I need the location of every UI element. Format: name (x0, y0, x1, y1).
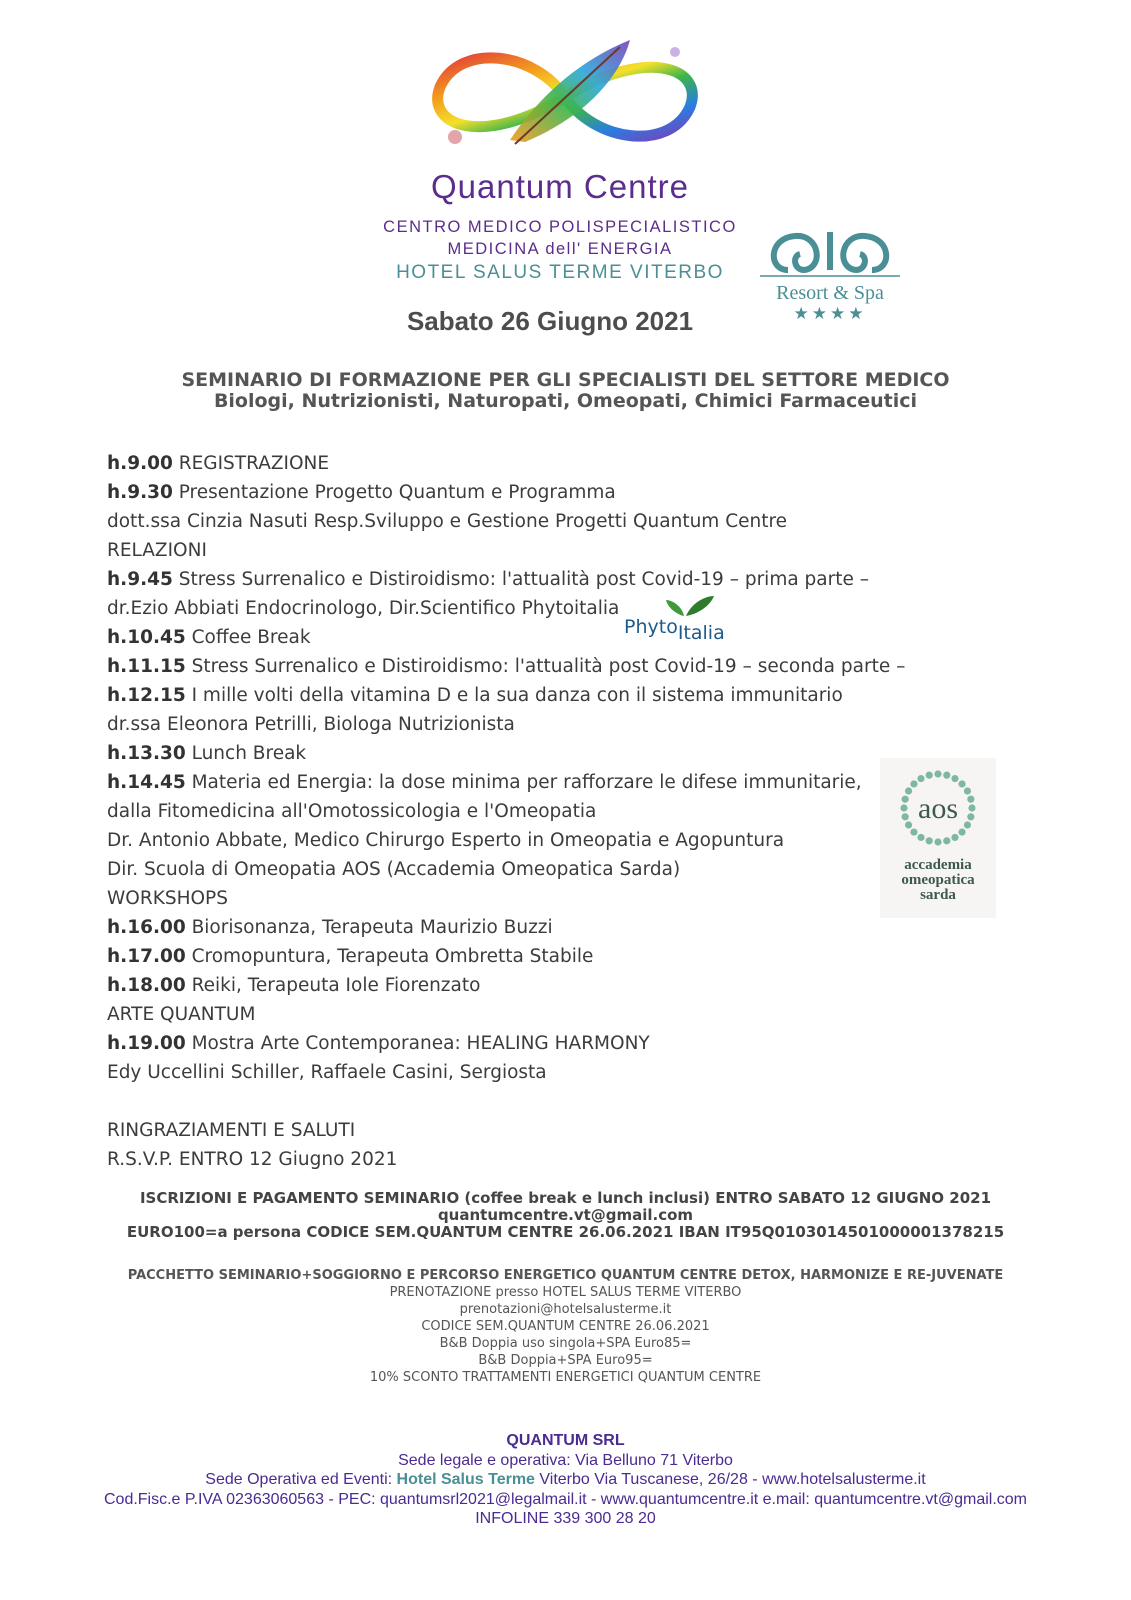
footer-eventi-address[interactable]: Viterbo Via Tuscanese, 26/28 - www.hotelsalusterme.it (534, 1471, 926, 1488)
aos-dot (900, 804, 907, 811)
program-text: dr.Ezio Abbiati Endocrinologo, Dir.Scientifico Phytoitalia (107, 598, 620, 619)
program-text: Coffee Break (185, 627, 311, 648)
program-text: Edy Uccellini Schiller, Raffaele Casini, Sergiosta (107, 1062, 547, 1083)
aos-dot (967, 796, 974, 803)
program-line (107, 681, 907, 710)
program-list (107, 449, 907, 1174)
aos-dot (905, 787, 912, 794)
aos-dot (917, 834, 924, 841)
program-text: Dr. Antonio Abbate, Medico Chirurgo Esperto in Omeopatia e Agopuntura (107, 830, 785, 851)
aos-dot (964, 821, 971, 828)
aos-dot (943, 837, 950, 844)
pacchetto-codice: CODICE SEM.QUANTUM CENTRE 26.06.2021 (421, 1319, 710, 1334)
footer-sede-eventi (0, 1471, 1131, 1489)
program-text: Stress Surrenalico e Distiroidismo: l'attualità post Covid-19 – seconda parte – (185, 656, 906, 677)
program-text: RELAZIONI (107, 540, 207, 561)
program-line (107, 1058, 907, 1087)
aos-dot (951, 834, 958, 841)
resort-spa-label: Resort & Spa (776, 282, 884, 304)
phytoitalia-wordmark (624, 616, 725, 644)
program-line (107, 739, 907, 768)
aos-dot (964, 787, 971, 794)
program-time: h.16.00 (107, 917, 186, 938)
resort-stars: ★★★★ (793, 304, 867, 324)
program-time: h.10.45 (107, 627, 186, 648)
aos-dot (958, 828, 965, 835)
program-line (107, 884, 907, 913)
subtitle-medicina: MEDICINA dell' ENERGIA (447, 240, 673, 258)
aos-dot (967, 813, 974, 820)
footer-company: QUANTUM SRL (506, 1432, 625, 1449)
program-line (107, 1116, 907, 1145)
italia-word: Italia (677, 622, 725, 644)
iscrizioni-payment: EURO100=a persona CODICE SEM.QUANTUM CENTRE 26.06.2021 IBAN IT95Q0103014501000001378215 (126, 1223, 1005, 1241)
pacchetto-sconto: 10% SCONTO TRATTAMENTI ENERGETICI QUANTUM CENTRE (369, 1370, 762, 1385)
aos-dot (902, 813, 909, 820)
pacchetto-prenotazione: PRENOTAZIONE presso HOTEL SALUS TERME VITERBO (389, 1285, 742, 1300)
program-time: h.13.30 (107, 743, 186, 764)
program-time: h.9.00 (107, 453, 173, 474)
program-time: h.9.45 (107, 569, 173, 590)
program-line (107, 652, 907, 681)
program-line (107, 1000, 907, 1029)
program-time: h.9.30 (107, 482, 173, 503)
program-line (107, 623, 907, 652)
footer-eventi-label: Sede Operativa ed Eventi: (205, 1471, 397, 1488)
program-text: dalla Fitomedicina all'Omotossicologia e l'Omeopatia (107, 801, 597, 822)
aos-dot (958, 780, 965, 787)
program-text: R.S.V.P. ENTRO 12 Giugno 2021 (107, 1149, 398, 1170)
event-date: Sabato 26 Giugno 2021 (406, 306, 694, 336)
program-line (107, 1029, 907, 1058)
program-text: I mille volti della vitamina D e la sua danza con il sistema immunitario (185, 685, 843, 706)
pacchetto-title: PACCHETTO SEMINARIO+SOGGIORNO E PERCORSO ENERGETICO QUANTUM CENTRE DETOX, HARMONIZE E RE-JUVENATE (127, 1268, 1004, 1283)
program-text: Cromopuntura, Terapeuta Ombretta Stabile (185, 946, 594, 967)
aos-dot (968, 804, 975, 811)
program-time: h.17.00 (107, 946, 186, 967)
program-text: Mostra Arte Contemporanea: HEALING HARMONY (185, 1033, 650, 1054)
footer-fiscale[interactable]: Cod.Fisc.e P.IVA 02363060563 - PEC: quantumsrl2021@legalmail.it - www.quantumcentre.it e.mail: quantumcentre.vt@gmail.com (103, 1491, 1027, 1508)
program-time: h.14.45 (107, 772, 186, 793)
aos-dot (917, 775, 924, 782)
program-line (107, 971, 907, 1000)
footer-hotel-name: Hotel Salus Terme (396, 1471, 535, 1488)
footer-sede-legale: Sede legale e operativa: Via Belluno 71 Viterbo (398, 1452, 733, 1469)
aos-line-3: sarda (920, 887, 956, 903)
program-line (107, 1145, 907, 1174)
aos-dot (934, 770, 941, 777)
program-text: dr.ssa Eleonora Petrilli, Biologa Nutrizionista (107, 714, 515, 735)
aos-dot (943, 772, 950, 779)
program-line (107, 478, 907, 507)
program-text: dott.ssa Cinzia Nasuti Resp.Sviluppo e Gestione Progetti Quantum Centre (107, 511, 788, 532)
seminar-audience: Biologi, Nutrizionisti, Naturopati, Omeopati, Chimici Farmaceutici (213, 390, 918, 412)
program-text: WORKSHOPS (107, 888, 228, 909)
program-line (107, 942, 907, 971)
program-text: Materia ed Energia: la dose minima per rafforzare le difese immunitarie, (185, 772, 862, 793)
program-text: Reiki, Terapeuta Iole Fiorenzato (185, 975, 481, 996)
program-line (107, 913, 907, 942)
program-time: h.11.15 (107, 656, 186, 677)
program-text: REGISTRAZIONE (172, 453, 330, 474)
program-text: Presentazione Progetto Quantum e Programma (172, 482, 616, 503)
iscrizioni-email[interactable]: quantumcentre.vt@gmail.com (437, 1206, 694, 1224)
program-text: Stress Surrenalico e Distiroidismo: l'attualità post Covid-19 – prima parte – (172, 569, 870, 590)
program-line (107, 507, 907, 536)
program-line (107, 855, 907, 884)
pacchetto-singola: B&B Doppia uso singola+SPA Euro85= (439, 1336, 692, 1351)
program-line (107, 1087, 907, 1116)
program-line (107, 449, 907, 478)
aos-dot (910, 828, 917, 835)
program-text: Lunch Break (185, 743, 307, 764)
aos-dot (910, 780, 917, 787)
program-time: h.18.00 (107, 975, 186, 996)
iscrizioni-title: ISCRIZIONI E PAGAMENTO SEMINARIO (coffee break e lunch inclusi) ENTRO SABATO 12 GIUGNO 2021 (139, 1189, 992, 1207)
program-text: Biorisonanza, Terapeuta Maurizio Buzzi (185, 917, 553, 938)
pacchetto-email[interactable]: prenotazioni@hotelsalusterme.it (459, 1302, 672, 1317)
program-line (107, 826, 907, 855)
aos-dot (951, 775, 958, 782)
phyto-word: Phyto (624, 616, 678, 638)
aos-dot (926, 772, 933, 779)
program-text: ARTE QUANTUM (107, 1004, 256, 1025)
program-time: h.19.00 (107, 1033, 186, 1054)
brand-name: Quantum Centre (431, 168, 689, 205)
aos-dot (902, 796, 909, 803)
program-line (107, 565, 907, 594)
program-line (107, 797, 907, 826)
program-text: RINGRAZIAMENTI E SALUTI (107, 1120, 356, 1141)
aos-dot (905, 821, 912, 828)
seminar-title: SEMINARIO DI FORMAZIONE PER GLI SPECIALISTI DEL SETTORE MEDICO (181, 369, 950, 391)
program-line (107, 710, 907, 739)
aos-line-1: accademia (904, 857, 972, 873)
aos-ring-icon (880, 758, 996, 858)
program-line (107, 594, 907, 623)
program-time: h.12.15 (107, 685, 186, 706)
aos-dot (934, 838, 941, 845)
subtitle-centro: CENTRO MEDICO POLISPECIALISTICO (383, 218, 737, 236)
aos-line-2: omeopatica (901, 872, 975, 888)
footer-infoline: INFOLINE 339 300 28 20 (475, 1510, 656, 1527)
aos-dot (926, 837, 933, 844)
aos-mark: aos (918, 792, 958, 825)
pacchetto-doppia: B&B Doppia+SPA Euro95= (478, 1353, 653, 1368)
aos-wordmark (880, 858, 996, 903)
quantum-centre-logo (415, 22, 715, 172)
program-text: Dir. Scuola di Omeopatia AOS (Accademia Omeopatica Sarda) (107, 859, 681, 880)
program-line (107, 536, 907, 565)
program-line (107, 768, 907, 797)
subtitle-hotel: HOTEL SALUS TERME VITERBO (396, 262, 724, 283)
